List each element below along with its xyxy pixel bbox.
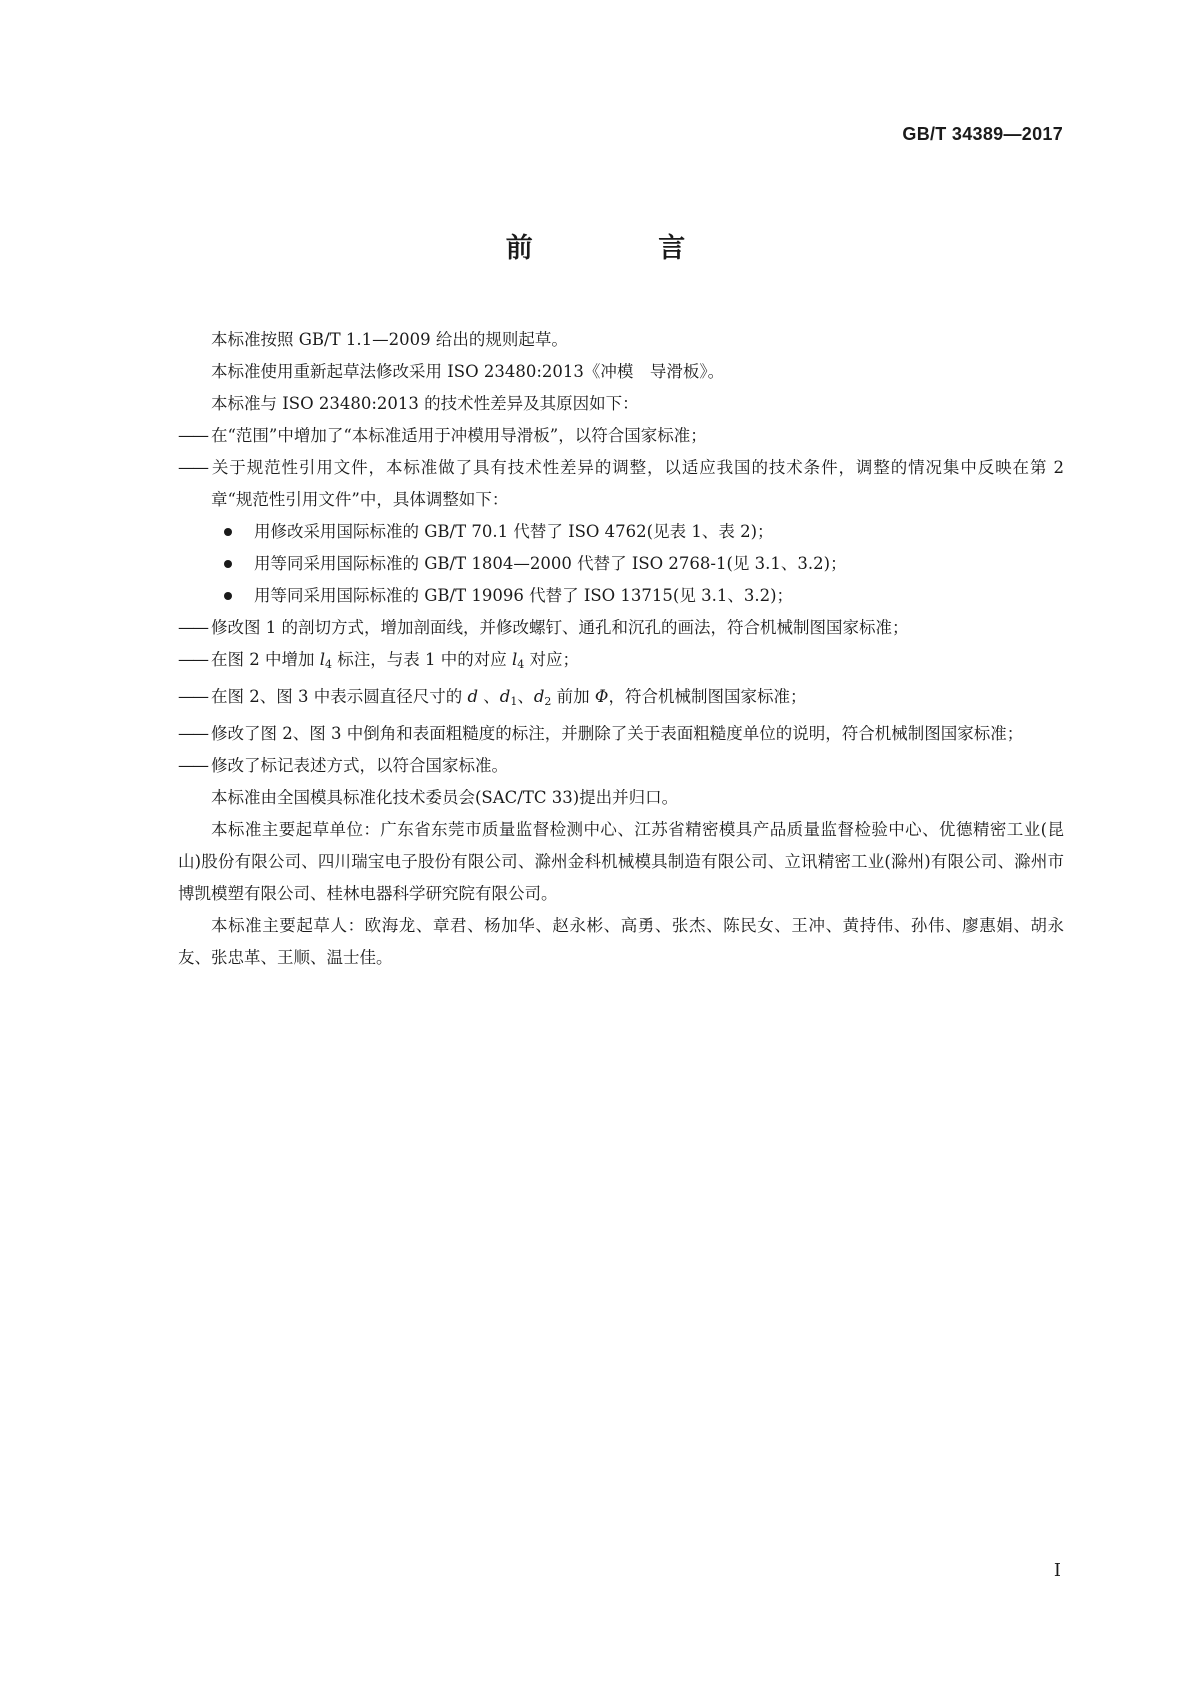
bullet-item-gbt-19096 bbox=[178, 580, 1064, 612]
bullet-item-gbt-70-1 bbox=[178, 516, 1064, 548]
text-fragment: 在图 2 中增加 bbox=[211, 650, 320, 669]
dash-mark: —— bbox=[178, 618, 207, 637]
bullet-item-gbt-1804 bbox=[178, 548, 1064, 580]
text-fragment: 在图 2、图 3 中表示圆直径尺寸的 bbox=[211, 687, 468, 706]
bullet-dot-icon bbox=[224, 592, 232, 600]
dash-item-figure-1 bbox=[178, 612, 1064, 644]
text-fragment: 、 bbox=[478, 687, 500, 706]
phi-symbol: Φ bbox=[594, 687, 609, 706]
paragraph-drafters: 本标准主要起草人：欧海龙、章君、杨加华、赵永彬、高勇、张杰、陈民女、王冲、黄持伟、孙伟、廖惠娟、胡永友、张忠革、王顺、温士佳。 bbox=[178, 916, 1064, 967]
variable-d: d bbox=[533, 687, 545, 706]
bullet-item-text: 用等同采用国际标准的 GB/T 19096 代替了 ISO 13715(见 3.1、3.2)； bbox=[254, 586, 794, 605]
paragraph-drafting-units: 本标准主要起草单位：广东省东莞市质量监督检测中心、江苏省精密模具产品质量监督检验中心、优德精密工业(昆山)股份有限公司、四川瑞宝电子股份有限公司、滁州金科机械模具制造有限公司、立讯精密工业(滁州)有限公司、滁州市博凯模塑有限公司、桂林电器科学研究院有限公司。 bbox=[178, 820, 1064, 903]
dash-item-diameter-phi bbox=[178, 681, 1064, 718]
subscript: 1 bbox=[510, 695, 518, 708]
subscript: 2 bbox=[544, 695, 552, 708]
paragraph-adoption-method: 本标准使用重新起草法修改采用 ISO 23480:2013《冲模 导滑板》。 bbox=[211, 362, 725, 381]
dash-mark: —— bbox=[178, 458, 207, 477]
bullet-item-text: 用修改采用国际标准的 GB/T 70.1 代替了 ISO 4762(见表 1、表 2)； bbox=[254, 522, 774, 541]
text-fragment: 、 bbox=[517, 687, 534, 706]
dash-item-text: 关于规范性引用文件，本标准做了具有技术性差异的调整，以适应我国的技术条件，调整的情况集中反映在第 2 章“规范性引用文件”中，具体调整如下： bbox=[211, 458, 1064, 509]
text-fragment: 标注，与表 1 中的对应 bbox=[332, 650, 512, 669]
dash-mark: —— bbox=[178, 650, 207, 669]
dash-item-text: 修改了标记表述方式，以符合国家标准。 bbox=[211, 756, 508, 775]
dash-item-normative-references bbox=[178, 452, 1064, 516]
standard-number: GB/T 34389—2017 bbox=[902, 124, 1063, 144]
dash-item-figure-2-l4 bbox=[178, 644, 1064, 681]
text-fragment: ，符合机械制图国家标准； bbox=[608, 687, 807, 706]
variable-d: d bbox=[499, 687, 511, 706]
bullet-dot-icon bbox=[224, 528, 232, 536]
dash-mark: —— bbox=[178, 724, 207, 743]
paragraph-drafting-rules: 本标准按照 GB/T 1.1—2009 给出的规则起草。 bbox=[211, 330, 568, 349]
foreword-body bbox=[178, 324, 1064, 974]
text-fragment: 对应； bbox=[524, 650, 580, 669]
bullet-dot-icon bbox=[224, 560, 232, 568]
dash-item-marking bbox=[178, 750, 1064, 782]
subscript: 4 bbox=[517, 658, 525, 671]
dash-mark: —— bbox=[178, 687, 207, 706]
bullet-item-text: 用等同采用国际标准的 GB/T 1804—2000 代替了 ISO 2768-1(见 3.1、3.2)； bbox=[254, 554, 847, 573]
paragraph-differences-intro: 本标准与 ISO 23480:2013 的技术性差异及其原因如下： bbox=[211, 394, 639, 413]
paragraph-proposer: 本标准由全国模具标准化技术委员会(SAC/TC 33)提出并归口。 bbox=[211, 788, 679, 807]
variable-l: l bbox=[512, 650, 518, 669]
variable-d: d bbox=[467, 687, 479, 706]
dash-item-text: 修改了图 2、图 3 中倒角和表面粗糙度的标注，并删除了关于表面粗糙度单位的说明，符合机械制图国家标准； bbox=[211, 724, 1024, 743]
text-fragment: 前加 bbox=[551, 687, 595, 706]
dash-item-text: 修改图 1 的剖切方式，增加剖面线，并修改螺钉、通孔和沉孔的画法，符合机械制图国家标准； bbox=[211, 618, 909, 637]
dash-mark: —— bbox=[178, 426, 207, 445]
variable-l: l bbox=[319, 650, 326, 669]
dash-item-text: 在“范围”中增加了“本标准适用于冲模用导滑板”，以符合国家标准； bbox=[211, 426, 707, 445]
page-number: I bbox=[1053, 1560, 1061, 1581]
dash-item-scope bbox=[178, 420, 1064, 452]
dash-item-chamfer-roughness bbox=[178, 718, 1064, 750]
subscript: 4 bbox=[325, 658, 333, 671]
page-title: 前 言 bbox=[505, 233, 744, 264]
dash-mark: —— bbox=[178, 756, 207, 775]
